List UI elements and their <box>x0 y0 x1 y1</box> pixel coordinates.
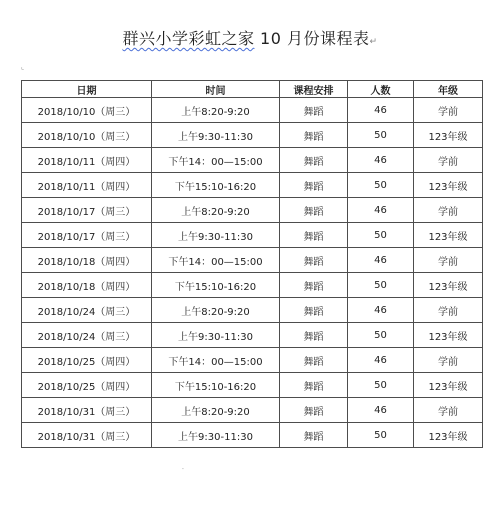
table-body <box>22 98 483 448</box>
cell-grade: 学前 <box>414 348 483 373</box>
cursor-mark-icon: ⸱ <box>182 465 184 473</box>
table-row <box>22 348 483 373</box>
cell-grade: 123年级 <box>414 273 483 298</box>
cell-time: 上午9:30-11:30 <box>152 123 280 148</box>
cell-date: 2018/10/11（周四） <box>22 148 152 173</box>
cell-count: 50 <box>348 373 414 398</box>
cell-course: 舞蹈 <box>280 423 348 448</box>
cell-time: 下午15:10-16:20 <box>152 173 280 198</box>
table-header-row <box>22 81 483 98</box>
table-row <box>22 173 483 198</box>
cell-count: 50 <box>348 173 414 198</box>
cell-time: 上午9:30-11:30 <box>152 223 280 248</box>
cell-date: 2018/10/18（周四） <box>22 248 152 273</box>
table-row <box>22 423 483 448</box>
cell-course: 舞蹈 <box>280 148 348 173</box>
cell-grade: 123年级 <box>414 373 483 398</box>
cell-count: 50 <box>348 273 414 298</box>
table-row <box>22 198 483 223</box>
cell-grade: 学前 <box>414 98 483 123</box>
cell-count: 46 <box>348 148 414 173</box>
table-row <box>22 248 483 273</box>
cell-course: 舞蹈 <box>280 123 348 148</box>
cell-count: 50 <box>348 323 414 348</box>
cell-time: 下午14：00—15:00 <box>152 348 280 373</box>
cell-count: 50 <box>348 423 414 448</box>
cell-course: 舞蹈 <box>280 173 348 198</box>
cell-date: 2018/10/10（周三） <box>22 98 152 123</box>
title-rest: 10 月份课程表 <box>254 29 370 48</box>
cell-count: 50 <box>348 123 414 148</box>
cell-date: 2018/10/24（周三） <box>22 323 152 348</box>
cell-course: 舞蹈 <box>280 248 348 273</box>
cell-count: 46 <box>348 248 414 273</box>
cell-grade: 学前 <box>414 248 483 273</box>
cell-time: 下午15:10-16:20 <box>152 273 280 298</box>
table-row <box>22 223 483 248</box>
cell-grade: 123年级 <box>414 223 483 248</box>
cell-course: 舞蹈 <box>280 198 348 223</box>
cell-date: 2018/10/31（周三） <box>22 398 152 423</box>
cell-time: 上午9:30-11:30 <box>152 323 280 348</box>
cell-time: 上午8:20-9:20 <box>152 398 280 423</box>
cell-course: 舞蹈 <box>280 273 348 298</box>
document-title <box>0 26 500 49</box>
cell-course: 舞蹈 <box>280 298 348 323</box>
schedule-table <box>21 80 483 448</box>
header-time: 时间 <box>152 81 280 98</box>
header-count: 人数 <box>348 81 414 98</box>
cell-grade: 学前 <box>414 148 483 173</box>
cell-date: 2018/10/10（周三） <box>22 123 152 148</box>
cell-date: 2018/10/25（周四） <box>22 373 152 398</box>
cell-grade: 123年级 <box>414 173 483 198</box>
cell-course: 舞蹈 <box>280 348 348 373</box>
cell-count: 46 <box>348 98 414 123</box>
cell-count: 50 <box>348 223 414 248</box>
cell-date: 2018/10/17（周三） <box>22 223 152 248</box>
cell-time: 下午15:10-16:20 <box>152 373 280 398</box>
cell-time: 下午14：00—15:00 <box>152 148 280 173</box>
cell-grade: 123年级 <box>414 123 483 148</box>
cell-course: 舞蹈 <box>280 373 348 398</box>
cell-grade: 学前 <box>414 198 483 223</box>
cell-time: 上午8:20-9:20 <box>152 298 280 323</box>
cell-date: 2018/10/17（周三） <box>22 198 152 223</box>
table-row <box>22 148 483 173</box>
table-row <box>22 373 483 398</box>
cell-time: 下午14：00—15:00 <box>152 248 280 273</box>
cell-date: 2018/10/25（周四） <box>22 348 152 373</box>
table-row <box>22 98 483 123</box>
cell-count: 46 <box>348 398 414 423</box>
header-date: 日期 <box>22 81 152 98</box>
table-row <box>22 323 483 348</box>
cell-time: 上午8:20-9:20 <box>152 98 280 123</box>
cell-date: 2018/10/24（周三） <box>22 298 152 323</box>
cell-time: 上午9:30-11:30 <box>152 423 280 448</box>
cell-date: 2018/10/18（周四） <box>22 273 152 298</box>
cell-count: 46 <box>348 298 414 323</box>
cell-grade: 123年级 <box>414 323 483 348</box>
cell-grade: 123年级 <box>414 423 483 448</box>
cell-date: 2018/10/31（周三） <box>22 423 152 448</box>
cell-date: 2018/10/11（周四） <box>22 173 152 198</box>
header-grade: 年级 <box>414 81 483 98</box>
cell-course: 舞蹈 <box>280 398 348 423</box>
cell-time: 上午8:20-9:20 <box>152 198 280 223</box>
table-row <box>22 398 483 423</box>
title-spellcheck-part: 群兴小学彩虹之家 <box>122 29 255 48</box>
table-row <box>22 273 483 298</box>
table-row <box>22 298 483 323</box>
cell-count: 46 <box>348 198 414 223</box>
table-row <box>22 123 483 148</box>
margin-mark-icon: ⌞ <box>21 63 25 71</box>
cell-course: 舞蹈 <box>280 323 348 348</box>
cell-course: 舞蹈 <box>280 223 348 248</box>
cell-course: 舞蹈 <box>280 98 348 123</box>
paragraph-mark-icon: ↵ <box>369 37 378 47</box>
cell-count: 46 <box>348 348 414 373</box>
cell-grade: 学前 <box>414 398 483 423</box>
cell-grade: 学前 <box>414 298 483 323</box>
header-course: 课程安排 <box>280 81 348 98</box>
